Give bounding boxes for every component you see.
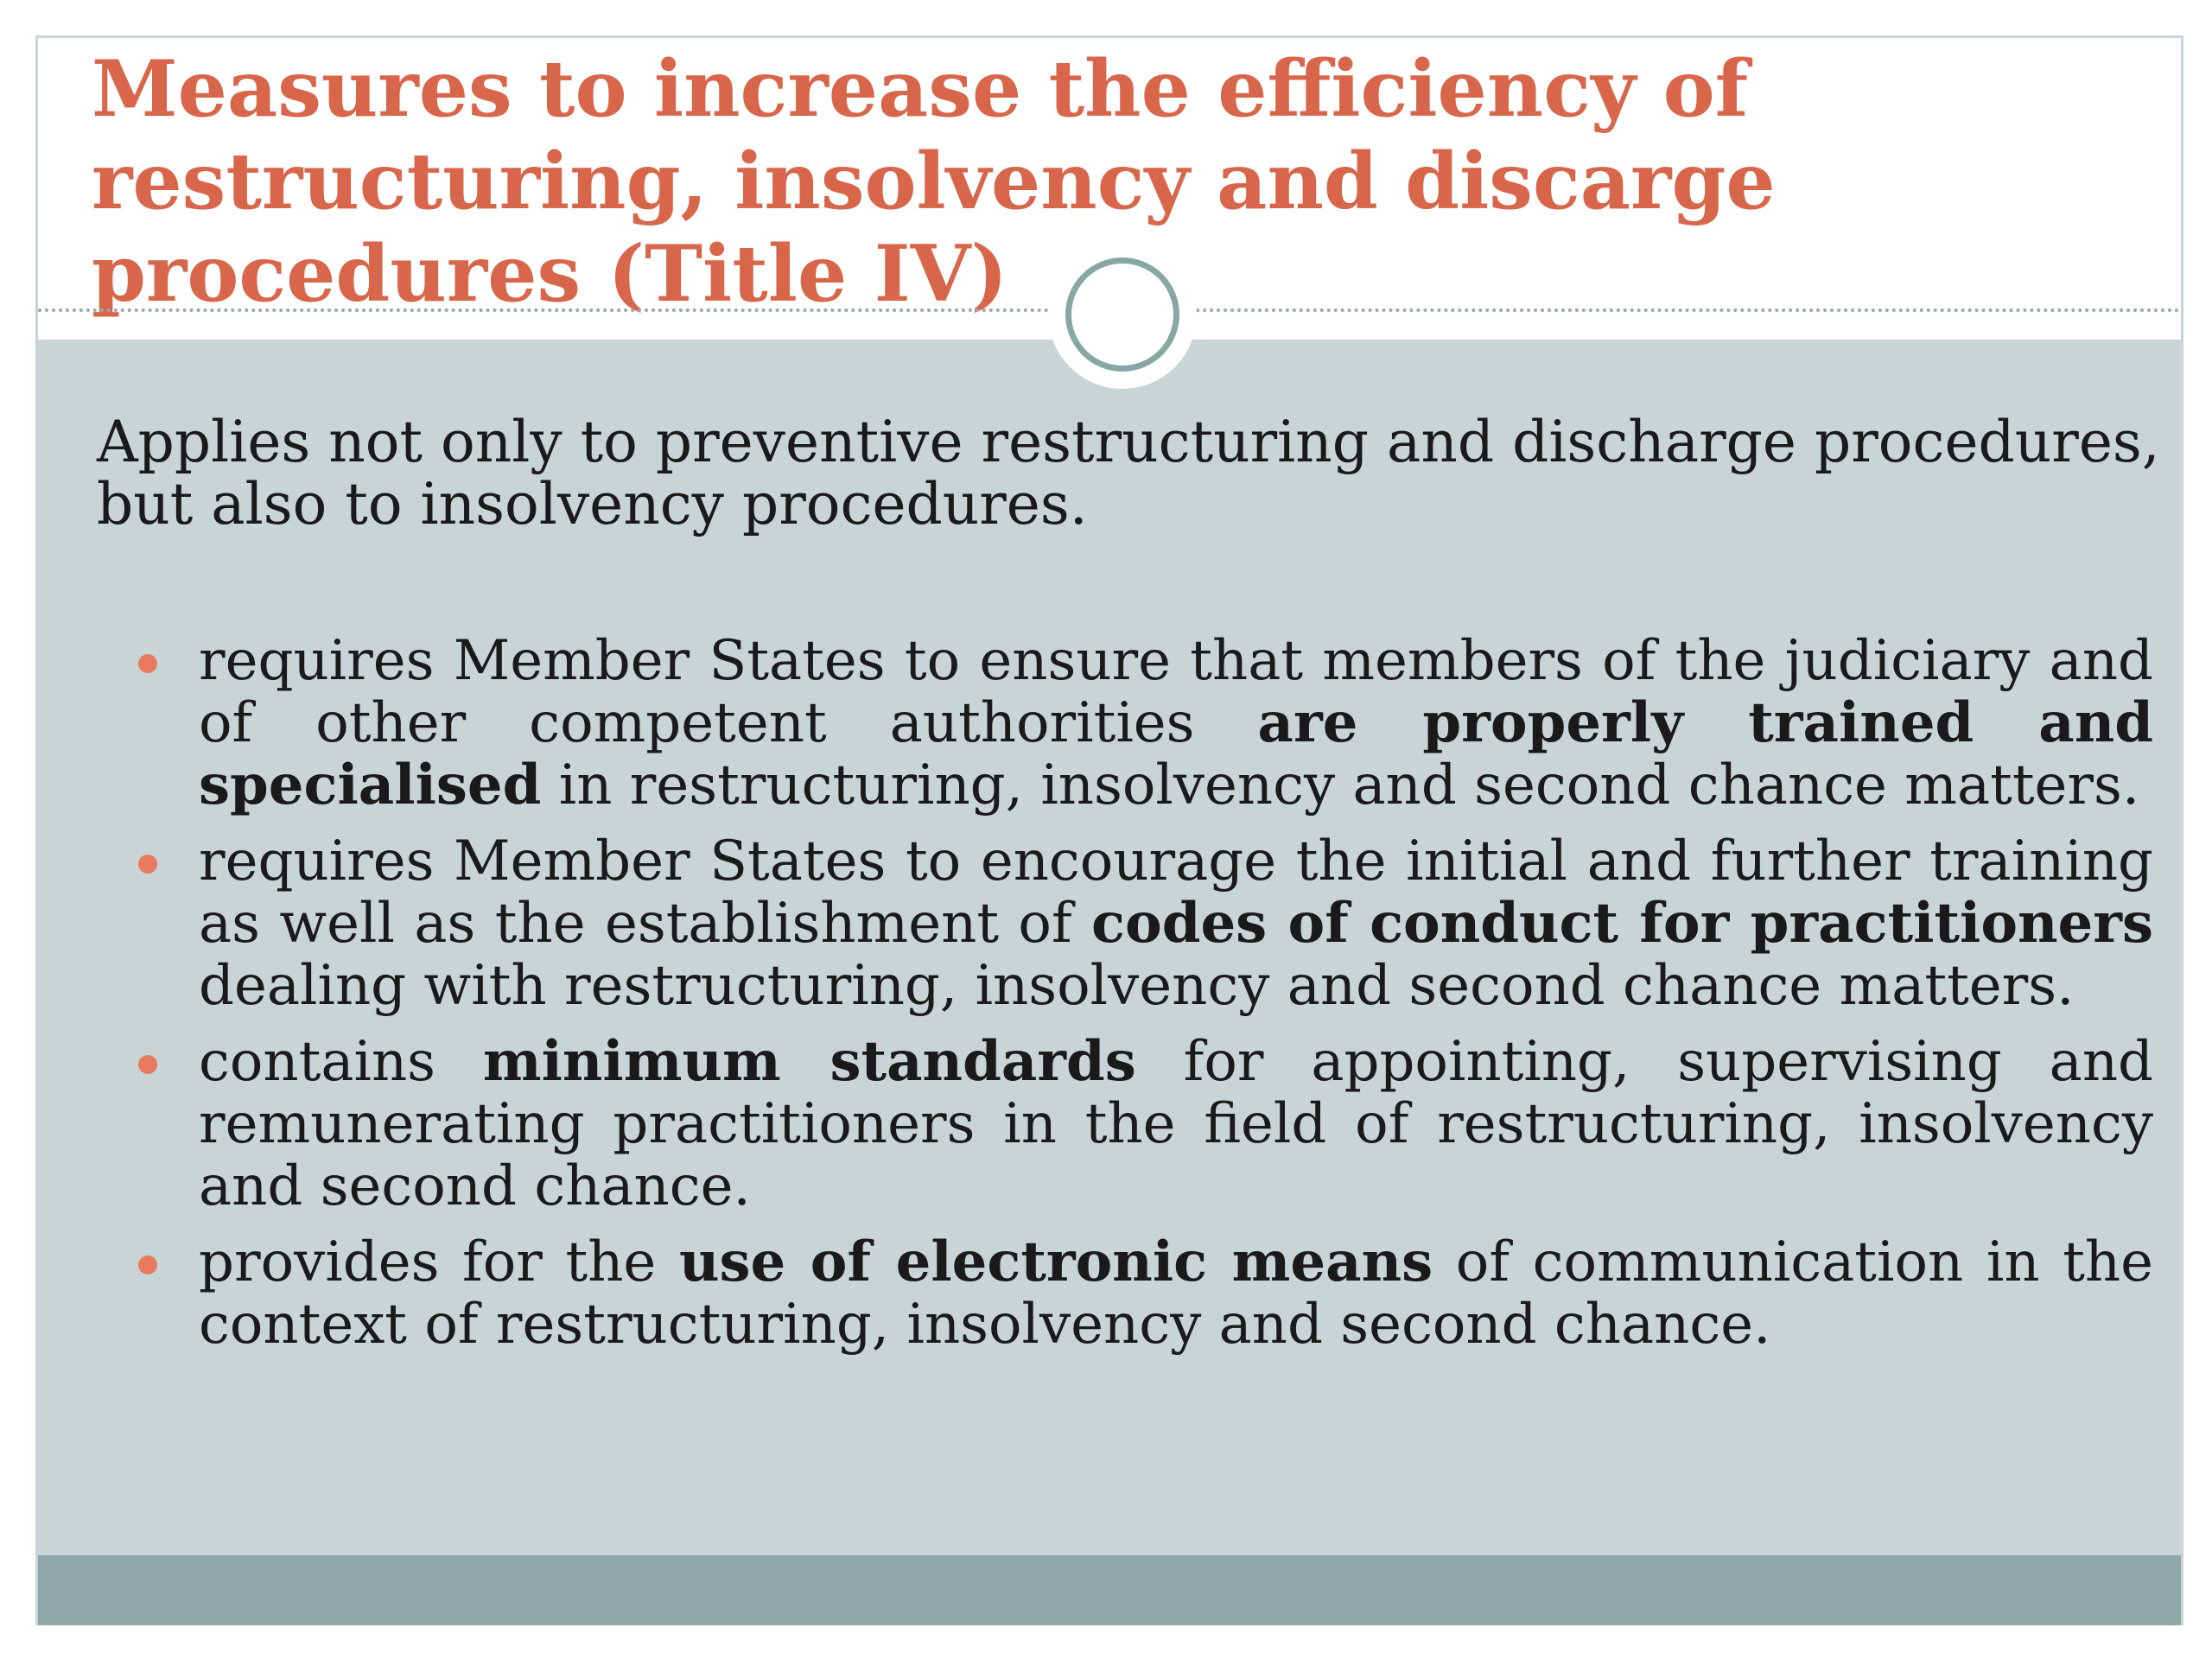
- bullet-item: [97, 1031, 2153, 1217]
- bullet-dot-icon: [138, 1055, 157, 1074]
- intro-text: Applies not only to preventive restructuring and discharge procedures, but also to insolvency procedures.: [97, 409, 2160, 537]
- bullet-text: provides for the: [199, 1230, 679, 1294]
- bullet-dot-icon: [138, 654, 157, 673]
- bullet-emphasis: minimum standards: [482, 1029, 1136, 1094]
- bullet-emphasis: are properly trained and specialised: [199, 690, 2153, 817]
- bullet-dot-icon: [138, 1255, 157, 1274]
- bullet-text: contains: [199, 1030, 483, 1094]
- footer-band: [38, 1555, 2181, 1625]
- bullet-emphasis: use of electronic means: [678, 1230, 1433, 1294]
- slide-title: Measures to increase the efficiency of restructuring, insolvency and discarge procedures (Title IV): [92, 43, 1776, 320]
- bullet-list: [97, 630, 2153, 1370]
- ring-inner: [1065, 257, 1179, 372]
- bullet-item: [97, 630, 2153, 817]
- ring-ornament-icon: [1048, 240, 1197, 389]
- bullet-text: requires Member States to encourage the initial and further training as well as the establishment of: [199, 830, 2153, 956]
- bullet-text: of communication in the context of restructuring, insolvency and second chance.: [199, 1230, 2154, 1357]
- bullet-text: requires Member States to ensure that members of the judiciary and of other competent authorities: [199, 629, 2153, 755]
- bullet-text: in restructuring, insolvency and second chance matters.: [541, 753, 2140, 817]
- bullet-emphasis: codes of conduct for practitioners: [1091, 891, 2153, 956]
- bullet-text: for appointing, supervising and remunerating practitioners in the field of restructuring, insolvency and second chance.: [199, 1030, 2154, 1218]
- content-area: [38, 340, 2181, 1588]
- bullet-dot-icon: [138, 855, 157, 874]
- bullet-item: [97, 1231, 2153, 1356]
- slide: [35, 35, 2183, 1625]
- bullet-text: dealing with restructuring, insolvency and second chance matters.: [199, 954, 2075, 1018]
- bullet-item: [97, 830, 2153, 1017]
